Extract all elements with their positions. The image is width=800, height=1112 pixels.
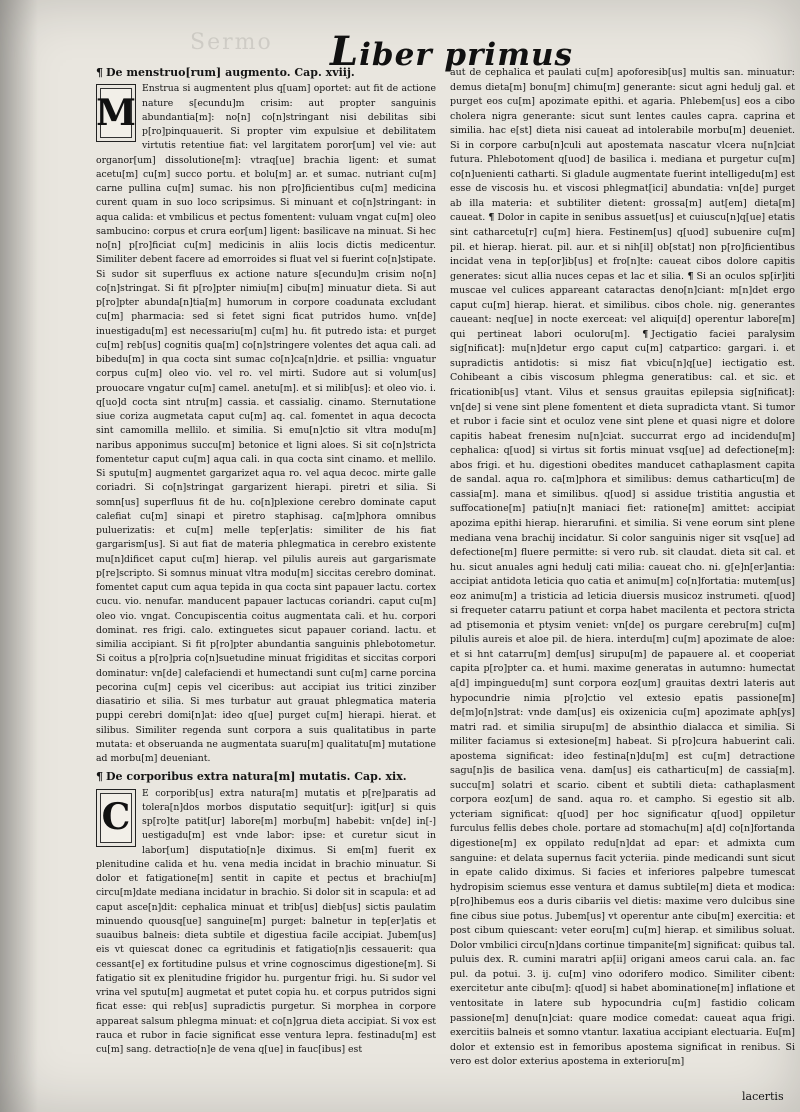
show-through-text: Sermo xyxy=(190,30,273,55)
pilcrow-icon: ¶ xyxy=(687,270,694,282)
chapter-heading-2 xyxy=(96,770,436,784)
catchword: lacertis xyxy=(742,1090,784,1103)
dropcap-1: M xyxy=(96,84,136,142)
page-gutter-shadow xyxy=(0,0,38,1112)
right-body-3: Si an oculos sp[ir]iti muscae vel culices appareant cataractas deno[n]ciant: m[n]det ergo caput cu[m] hierap. hierat. et similibus. cibos chole. nig. generantes caueant: neq[ue] in nocte exerceat: vel aliqui[d] operentur labore[m] qui pertineat labori oculoru[m]. xyxy=(450,270,795,340)
running-head-text: iber primus xyxy=(359,37,574,73)
left-column xyxy=(96,66,436,1057)
right-body-1: aut de cephalica et paulati cu[m] apoforesib[us] multis san. minuatur: demus dieta[m] bonu[m] chimu[m] generante: sicut agni hedulj gal. et purget eos cu[m] apozimate epithi. et agaria. Phlebem[us] eos a cibo cholera nigra generante: sicut sunt lentes caules capra. caprina et similia. hac e[st] dieta nisi caueat ad intolerabile morbu[m] deueniet. Si in corpore carbu[n]culi aut apostemata nascatur vlcera nu[n]ciat futura. Phlebotoment q[uod] de basilica i. mediana et purgetur cu[m] co[n]uenienti catharti. Si gladule augmentate fuerint intelligedu[m] est esse de viscosis hu. et viscosi phlegmat[ici] abundatia: vn[de] purget ab illa materia: et subtiliter dietent: grossa[m] aut[em] dieta[m] caueat. xyxy=(450,67,795,224)
chapter-1-body: Enstrua si augmentent plus q[uam] oportet: aut fit de actione nature s[ecundu]m crisim: aut propter sanguinis abundantia[m]: no[n] co[n]stringant nisi debilitas sibi p[ro]pinquauerit. Si propter vim expulsiue et debilitatem virtutis retentiue fiat: vel largitatem poror[um] vel vie: aut organor[um] dissolutione[m]: vtraq[ue] brachia ligent: et sumat acetu[m] cu[m] succo portu. et bolu[m] ar. et sumac. nutriant cu[m] carne pullina cu[m] sumac. his non p[ro]ficientibus cu[m] medicina curent quam in suo loco scripsimus. Si minuant et co[n]stringant: in aqua calida: et vmbilicus et pectus fomentent: vuluam vngat cu[m] oleo sambucino: corpus et crura eor[um] ligent: basilicave na minuat. Si hec no[n] p[ro]ficiat cu[m] medicinis in aliis locis dictis medicentur. Similiter debent facere ad emorroides si fluat vel si fuerint co[n]stipate. Si sudor sit superfluus ex actione nature s[ecundu]m crisim no[n] co[n]stringat. Si fit p[ro]pter nimiu[m] cibu[m] minuatur dieta. Si aut p[ro]pter abunda[n]tia[m] humorum in corpore coadunata excludant cu[m] pharmacia: sed si fetet signi ficat putridos humo. vn[de] inuestigadu[m] est necessariu[m] cu[m] hu. fit putredo ista: et purget cu[m] reb[us] cognitis qua[m] co[n]stringere volentes det aqua cali. ad bibedu[m] in qua cocta sint sumac co[n]ca[n]drie. et psillia: vnguatur corpus cu[m] oleo vio. vel ro. vel mirti. Sudore aut si volum[us] prouocare vngatur cu[m] camel. anetu[m]. et si milib[us]: et oleo vio. i. q[uo]d cocta sint ntru[m] cassia. et cassialig. cinamo. Sternutatione siue coriza augmetata caput cu[m] aq. cal. fomentet in aqua decocta sint camomilla mellilo. et similia. Si emu[n]ctio sit vltra modu[m] naribus apponimus succu[m] betonice et ligni aloes. Si sit co[n]stricta fomentetur caput cu[m] aqua cali. in qua cocta sint cinamo. et mellilo. Si sputu[m] augmentet gargarizet aqua ro. vel aqua decoc. mirte galle coriadri. Si co[n]stringat gargarizent hierapi. piretri et silia. Si somn[us] superfluus fit de hu. co[n]plexione cerebro dominate caput calefiat cu[m] sinapi et piretro staphisag. ca[m]phora omnibus puluerizatis: et cu[m] melle tep[er]atis: similiter de his fiat gargarism[us]. Si aut fiat de materia phlegmatica in cerebro existente mu[n]dificet caput cu[m] hierap. vel pilulis aureis aut gargarismate p[re]scripto. Si somnus minuat vltra modu[m] siccitas cerebro dominat. fomentet caput cum aqua tepida in qua cocta sint papauer lactu. cortex cucu. vio. nenufar. manducent papauer lactucas coriandri. caput cu[m] oleo vio. vngat. Concupiscentia coitus augmentata cali. et hu. corpori dominat. res frigi. calo. extinguetes sicut papauer coriand. lactu. et similia accipiant. Si fit p[ro]pter abundantia sanguinis phlebotometur. Si coitus a p[ro]pria co[n]suetudine minuat frigiditas et siccitas corpori dominatur: vn[de] calefaciendi et humectandi sunt cu[m] carne porcina pecorina cu[m] cepis vel ciceribus: aut accipiat ius tritici zinziber diasatirio et silia. Si mes turbatur aut grauat phlegmatica materia puppi cerebri domi[n]at: ideo q[ue] purget cu[m] hierapi. hierat. et silibus. Similiter regenda sunt corpora a suis qualitatibus in parte mutata: et obseruanda ne augmentata suaru[m] qualitatu[m] mutatione ad morbu[m] deueniant. xyxy=(96,83,436,764)
chapter-heading-1-text: De menstruo[rum] augmento. Cap. xviij. xyxy=(106,66,355,79)
dropcap-2: C xyxy=(96,789,136,847)
right-body-2: Dolor in capite in senibus assuet[us] et cuiuscu[n]q[ue] etatis sint catharcetu[r] cu[m] hiera. Festinem[us] q[uod] subuenire cu[m] pil. et hierap. hierat. pil. aur. et si nih[il] ob[stat] non p[ro]ficientibus incidat vena in tep[or]ib[us] et fro[n]te: caueat cibos dolore capitis generates: sicut allia nuces cepas et lac et silia. xyxy=(450,212,795,282)
pilcrow-icon: ¶ xyxy=(96,66,103,79)
right-body-4: Jectigatio faciei paralysim sig[nificat]: mu[n]detur ergo caput cu[m] catpartico: gargari. i. et supradictis antidotis: si misz fiat vbicu[n]q[ue] iectigatio est. Cohibeant a cibis viscosum phlegma generatibus: cal. et sic. et fricationib[us] vtant. Vilus et sensus grauitas epilepsia sig[nificat]: vn[de] si vene sint plene fomentent et dieta supradicta vtant. Si tumor et rubor i facie sint et oculoz vene sint plene et quasi nigre et dolore capitis habeat frenesim nu[n]ciat. succurrat ergo ad incidendu[m] cephalica: q[uod] si virtus sit fortis minuat vsq[ue] ad defectione[m]: abos frigi. et hu. digestioni obedites manducet cathaplasment capita de sandal. aqua ro. ca[m]phora et similibus: demus catharticu[m] de cassia[m]. mana et similibus. q[uod] si assidue tristitia angustia et suffocatione[m] patiu[n]t maniaci fiet: ratione[m] amittet: accipiat apozima epithi hierap. hierarufini. et similia. Si vene eorum sint plene mediana vena brachij incidatur. Si color sanguinis niger sit vsq[ue] ad defectione[m] fluere permitte: si vero rub. sit claudat. dieta sit cal. et hu. sicut anuales agni hedulj cati milia: caueat cho. ni. g[e]n[er]antia: accipiat antidota leticia quo catia et animu[m] co[n]fortatia: mutem[us] eoz animu[m] a tristicia ad leticia diuersis musicoz instrumeti. q[uod] si frequeter catarru patiunt et corpa habet macilenta et pectora stricta ad ptisemonia et ptysim veniet: vn[de] os purgare cerebru[m] cu[m] pilulis aureis et aloe pil. de hiera. interdu[m] cu[m] apozimate de aloe: et si hnt catarru[m] dem[us] sirupu[m] de papauere al. et cooperiat capita p[ro]pter ca. et humi. maxime generatas in autumno: humectat a[d] impinguedu[m] sunt corpora eoz[um] grauitas dextri lateris aut hypocundrie nimia p[ro]ctio vel extesio epatis passione[m] de[m]o[n]strat: vnde dam[us] eis oxizenicia cu[m] apozimate aph[ys] matri rad. et similia sirupu[m] de absinthio dialacca et similia. Si militer faciamus si extesione[m] habeat. Si p[ro]cura habuerint cali. apostema significat: ideo festina[n]du[m] est cu[m] detractione sagu[n]is de basilica vena. dam[us] eis catharticu[m] de cassia[m]. succu[m] solatri et scario. cibent et subtili dieta: cathaplasment corpora eoz[um] de sand. aqua ro. et campho. Si egestio sit alb. ycteriam significat: q[uod] per hoc significatur q[uod] oppiletur furculus fellis debes chole. portare ad stomachu[m] a[d] co[n]fortanda digestione[m] ex oppilato redu[n]dat ad epar: et admixta cum sanguine: et delata supernus facit ycteriia. pinde medicandi sunt sicut in epate calido diximus. Si facies et inferiores palpebre tumescat hydropisim sciemus esse ventura et damus subtile[m] dieta et modica: p[ro]hibemus eos a duris cibariis vel dietis: maxime vero dulcibus sine fine cibus siue potus. Jubem[us] vt operentur ante cibu[m] exercitia: et post cibum quiescant: veter eoru[m] cu[m] hierap. et similibus soluat. Dolor vmbilici circu[n]dans cortinue timpanite[m] significat: quibus tal. puluis dex. R. cumini maratri ap[ii] origani ameos carui cala. an. fac pul. da potui. 3. ij. cu[m] vino odorifero modico. Similiter cibent: exercitetur ante cibu[m]: q[uod] si habet abominatione[m] inflatione et ventositate in latere sub hypocundria cu[m] fastidio colicam passione[m] denu[n]ciat: quare modice comedat: caueat aqua frigi. exercitiis balneis et somno vtantur. laxatiua accipiant electuaria. Eu[m] dolor et extensio est in femoribus apostema significat in renibus. Si vero est dolor exterius apostema in exterioru[m] xyxy=(450,328,795,1068)
pilcrow-icon: ¶ xyxy=(96,770,103,784)
chapter-2-body: E corporib[us] extra natura[m] mutatis et p[re]paratis ad tolera[n]dos morbos disputatio sequit[ur]: igit[ur] si quis sp[ro]te patit[ur] labore[m] morbu[m] habebit: vn[de] in[-] uestigadu[m] est vnde labor: ipse: et curetur sicut in labor[um] disputatio[n]e diximus. Si em[m] fuerit ex plenitudine calida et hu. vena media incidat in brachio minuatur. Si dolor et fatigatione[m] sentit in capite et pectus et brachiu[m] circu[m]date mediana incidatur in brachio. Si dolor sit in scapula: et ad caput asce[n]dit: cephalica minuat et trib[us] dieb[us] sictis paulatim minuendo quousq[ue] sanguine[m] purget: balnetur in tep[er]atis et suauibus balneis: dieta subtile et digestiua facile accipiat. Jubem[us] eis vt quiescat donec ca egritudinis et fatigatio[n]is cessauerit: qua cessant[e] ex fortitudine pulsus et vrine cognoscimus digestione[m]. Si fatigatio sit ex plenitudine frigidor hu. purgentur frigi. hu. Si sudor vel vrina vel sputu[m] augmetat et putet copia hu. et corpus putridos signi ficat esse: qui reb[us] supradictis purgetur. Si morphea in corpore appareat salsum phlegma minuat: et co[n]grua dieta accipiat. Si vox est rauca et rubor in facie significat esse ventura lepra. festinadu[m] est cu[m] sang. detractio[n]e de vena q[ue] in fauc[ibus] est xyxy=(96,787,436,1055)
chapter-heading-2-text: De corporibus extra natura[m] mutatis. Cap. xix. xyxy=(106,770,407,784)
right-column xyxy=(450,66,795,1070)
running-head-initial: L xyxy=(330,28,360,75)
pilcrow-icon: ¶ xyxy=(642,328,649,340)
pilcrow-icon: ¶ xyxy=(488,212,495,224)
chapter-heading-1 xyxy=(96,66,436,80)
